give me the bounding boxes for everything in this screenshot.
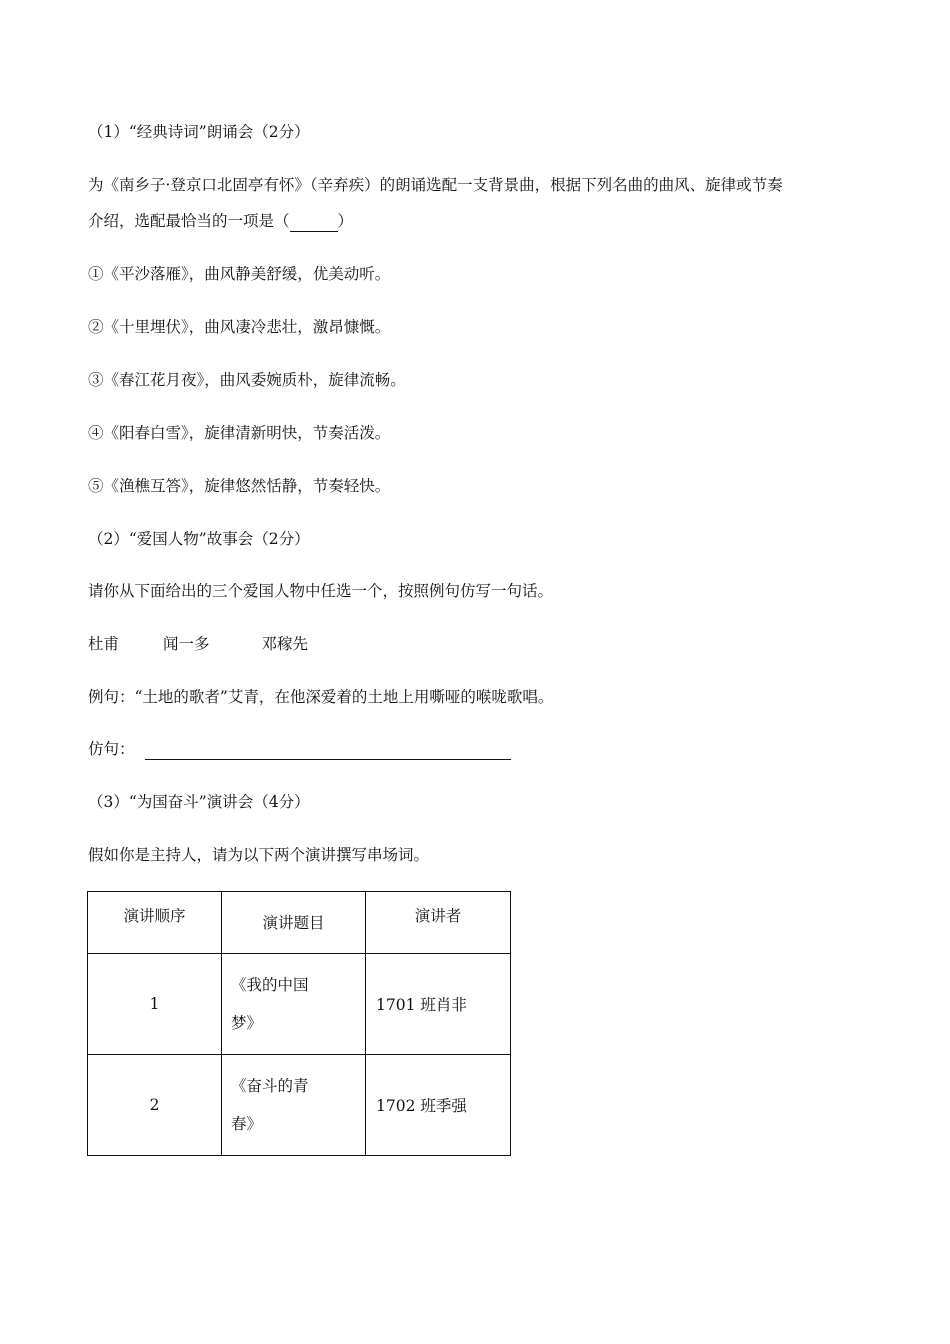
header-order: 演讲顺序 bbox=[88, 892, 222, 954]
header-speaker: 演讲者 bbox=[366, 892, 511, 954]
section2-heading: （2）“爱国人物”故事会（2分） bbox=[88, 530, 310, 548]
option-1: ①《平沙落雁》，曲风静美舒缓，优美动听。 bbox=[88, 265, 391, 283]
person-wen-yiduo: 闻一多 bbox=[163, 635, 210, 653]
row-title bbox=[222, 954, 366, 1055]
section2-prompt: 请你从下面给出的三个爱国人物中任选一个，按照例句仿写一句话。 bbox=[88, 582, 554, 600]
title-line: 梦》 bbox=[231, 1014, 263, 1032]
row-order: 2 bbox=[88, 1055, 222, 1156]
imitate-answer-blank[interactable] bbox=[145, 739, 511, 760]
option-4: ④《阳春白雪》，旋律清新明快，节奏活泼。 bbox=[88, 424, 391, 442]
row-speaker: 1702 班季强 bbox=[366, 1055, 511, 1156]
title-line: 《我的中国 bbox=[231, 976, 309, 994]
title-line: 春》 bbox=[231, 1115, 263, 1133]
section1-prompt-line1: 为《南乡子·登京口北固亭有怀》（辛弃疾）的朗诵选配一支背景曲，根据下列名曲的曲风、旋律或节奏 bbox=[88, 176, 783, 194]
row-title bbox=[222, 1055, 366, 1156]
section3-heading: （3）“为国奋斗”演讲会（4分） bbox=[88, 793, 310, 811]
option-2: ②《十里埋伏》，曲风凄冷悲壮，激昂慷慨。 bbox=[88, 318, 391, 336]
answer-blank[interactable] bbox=[290, 211, 338, 232]
person-deng-jiaxian: 邓稼先 bbox=[261, 635, 309, 653]
prompt-line2-text: 介绍，选配最恰当的一项是（ bbox=[88, 212, 290, 230]
row-order: 1 bbox=[88, 954, 222, 1055]
table-header-row bbox=[88, 892, 511, 954]
prompt-line2-close: ） bbox=[337, 212, 354, 230]
section1-heading: （1）“经典诗词”朗诵会（2分） bbox=[88, 123, 310, 141]
option-5: ⑤《渔樵互答》，旋律悠然恬静，节奏轻快。 bbox=[88, 477, 391, 495]
row-speaker: 1701 班肖非 bbox=[366, 954, 511, 1055]
persons-list bbox=[88, 634, 308, 654]
imitate-line bbox=[88, 739, 511, 760]
option-3: ③《春江花月夜》，曲风委婉质朴，旋律流畅。 bbox=[88, 371, 406, 389]
imitate-label: 仿句： bbox=[88, 740, 135, 758]
person-du-fu: 杜甫 bbox=[88, 635, 120, 653]
table-row bbox=[88, 1055, 511, 1156]
section1-prompt-line2 bbox=[88, 211, 353, 232]
title-line: 《奋斗的青 bbox=[231, 1077, 309, 1095]
example-sentence: 例句：“土地的歌者”艾青，在他深爱着的土地上用嘶哑的喉咙歌唱。 bbox=[88, 688, 554, 706]
section3-prompt: 假如你是主持人，请为以下两个演讲撰写串场词。 bbox=[88, 846, 430, 864]
header-title: 演讲题目 bbox=[222, 892, 366, 954]
table-row bbox=[88, 954, 511, 1055]
speech-table bbox=[87, 891, 511, 1156]
